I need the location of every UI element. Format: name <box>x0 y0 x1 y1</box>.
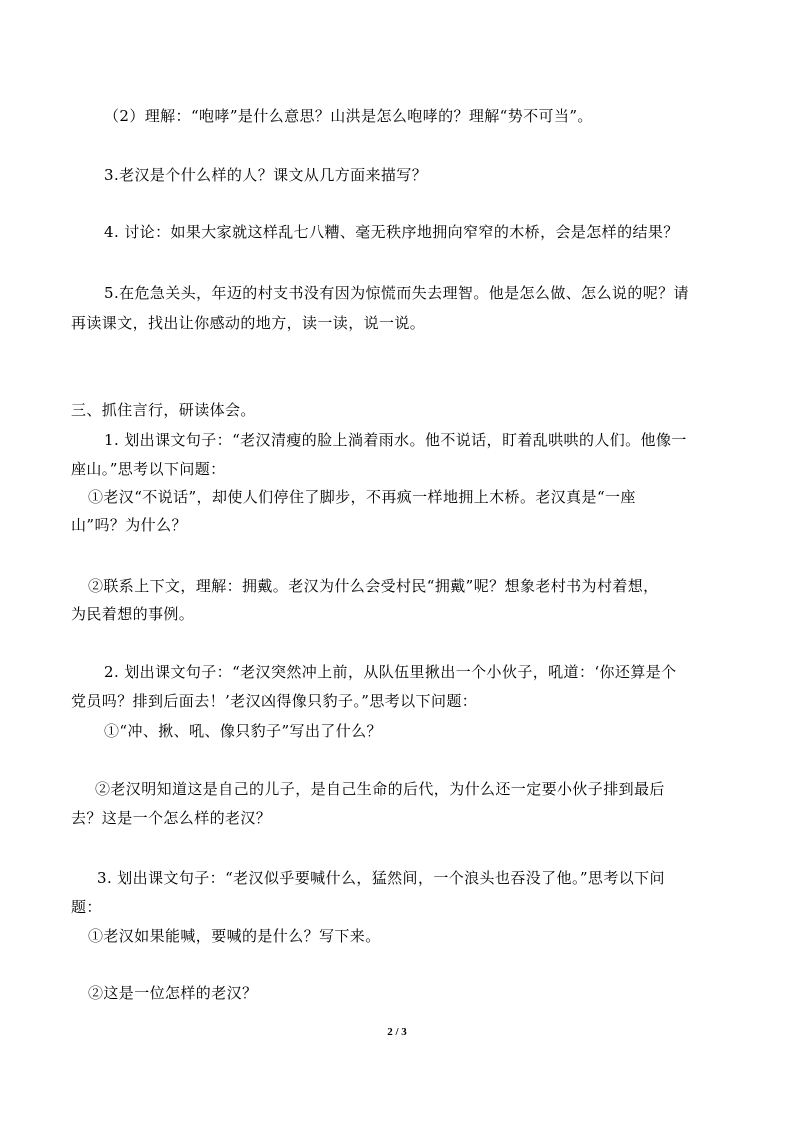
item-1-sub-1-line-2: 山”吗？为什么？ <box>71 516 187 534</box>
question-5-line-2: 再读课文，找出让你感动的地方，读一读，说一说。 <box>71 314 426 332</box>
item-2-sub-1: ①“冲、揪、吼、像只豹子”写出了什么？ <box>104 722 382 740</box>
item-1-line-2: 座山。”思考以下问题： <box>71 460 226 478</box>
item-3-line-2: 题： <box>71 898 102 916</box>
item-3-sub-1: ①老汉如果能喊，要喊的是什么？写下来。 <box>88 927 381 945</box>
question-3: 3.老汉是个什么样的人？课文从几方面来描写？ <box>104 166 428 184</box>
item-2-sub-2-line-2: 去？这是一个怎么样的老汉？ <box>71 809 272 827</box>
question-2-understanding: （2）理解：“咆哮”是什么意思？山洪是怎么咆哮的？理解“势不可当”。 <box>104 107 593 125</box>
item-3-sub-2: ②这是一位怎样的老汉？ <box>88 984 258 1002</box>
item-1-sub-2-line-2: 为民着想的事例。 <box>71 605 195 623</box>
question-4-discussion: 4. 讨论：如果大家就这样乱七八糟、毫无秩序地拥向窄窄的木桥，会是怎样的结果？ <box>104 223 679 241</box>
item-1-sub-1-line-1: ①老汉“不说话”，却使人们停住了脚步，不再疯一样地拥上木桥。老汉真是“一座 <box>88 488 636 506</box>
item-2-line-1: 2. 划出课文句子：“老汉突然冲上前，从队伍里揪出一个小伙子，吼道：‘你还算是个 <box>104 663 677 681</box>
question-5-line-1: 5.在危急关头，年迈的村支书没有因为惊慌而失去理智。他是怎么做、怎么说的呢？请 <box>104 284 689 302</box>
item-3-line-1: 3. 划出课文句子：“老汉似乎要喊什么，猛然间，一个浪头也吞没了他。”思考以下问 <box>97 869 665 887</box>
section-3-heading: 三、抓住言行，研读体会。 <box>71 401 256 419</box>
item-1-line-1: 1. 划出课文句子：“老汉清瘦的脸上淌着雨水。他不说话，盯着乱哄哄的人们。他像一 <box>104 431 687 449</box>
item-2-sub-2-line-1: ②老汉明知道这是自己的儿子，是自己生命的后代，为什么还一定要小伙子排到最后 <box>95 780 665 798</box>
page-number: 2 / 3 <box>387 1026 407 1038</box>
item-2-line-2: 党员吗？排到后面去！’老汉凶得像只豹子。”思考以下问题： <box>71 692 478 710</box>
item-1-sub-2-line-1: ②联系上下文，理解：拥戴。老汉为什么会受村民“拥戴”呢？想象老村书为村着想， <box>88 577 659 595</box>
